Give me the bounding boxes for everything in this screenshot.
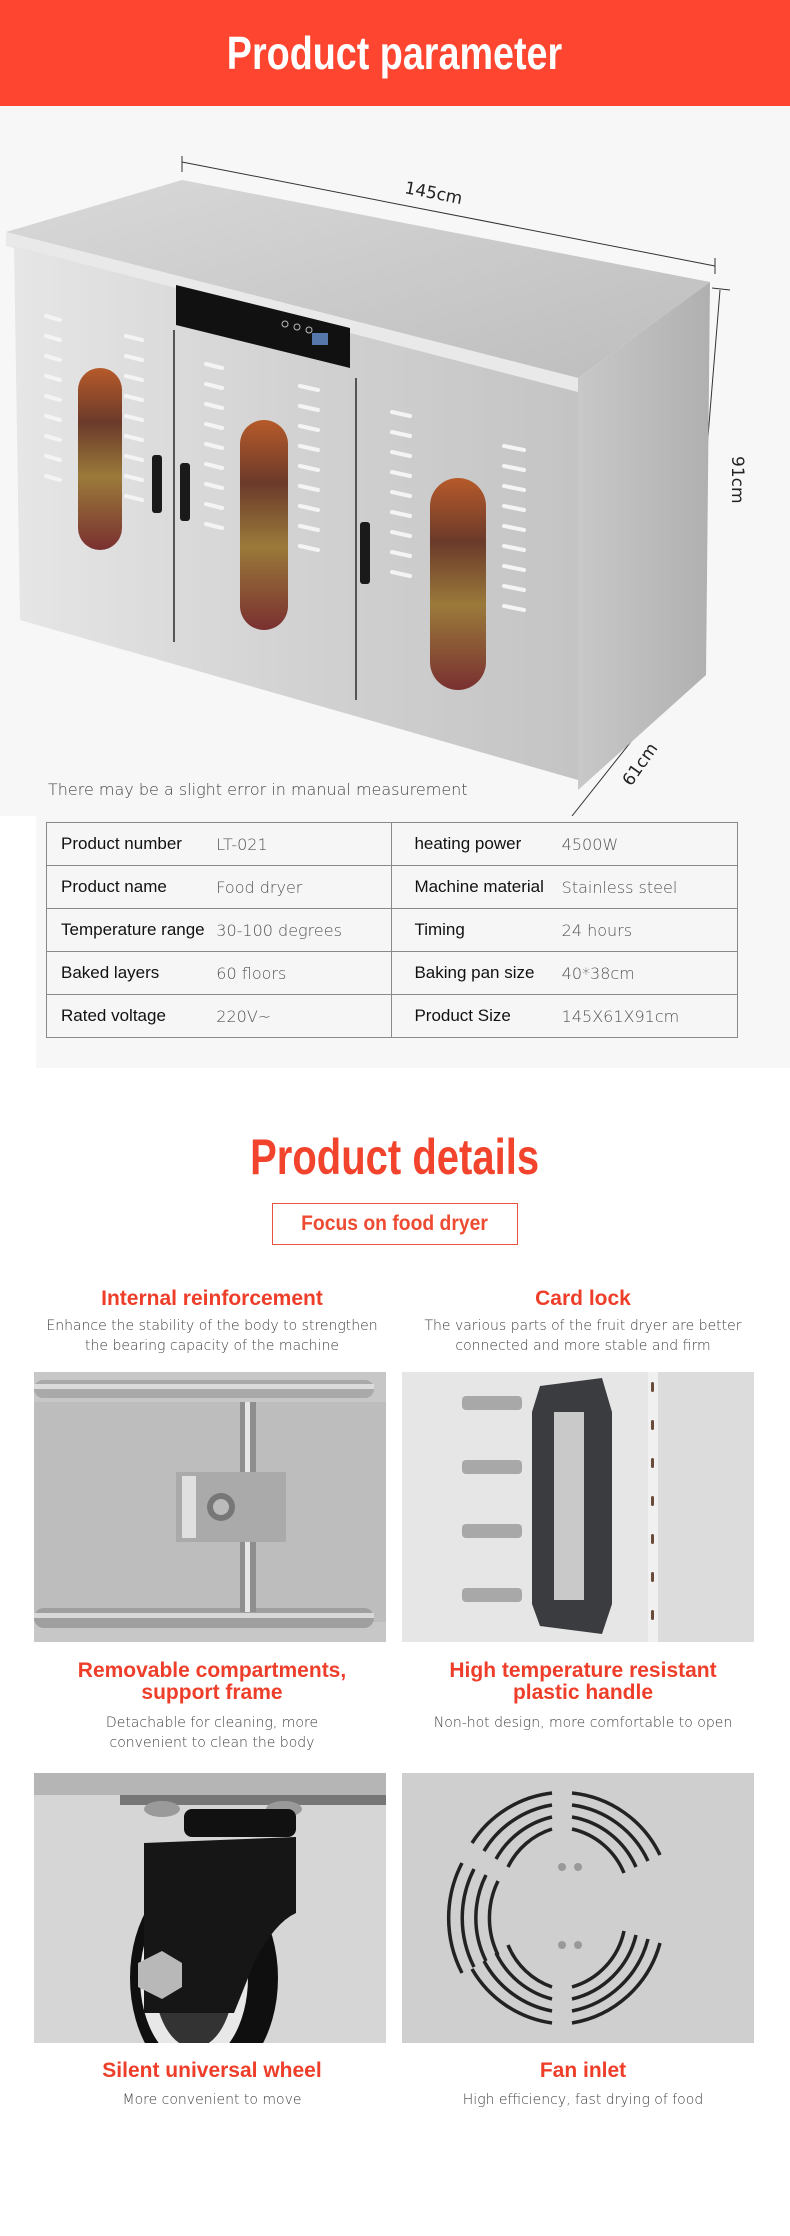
table-row (47, 823, 738, 866)
measurement-note: There may be a slight error in manual measurement (48, 780, 468, 799)
focus-subtitle: Focus on food dryer (301, 1212, 489, 1235)
header-banner (0, 0, 790, 106)
spec-label: Product name (47, 866, 217, 909)
table-row (47, 995, 738, 1038)
spec-value: 30-100 degrees (216, 909, 392, 952)
feature-title: Internal reinforcement (101, 1287, 323, 1310)
spec-label: Product number (47, 823, 217, 866)
spec-value: 60 floors (216, 952, 392, 995)
feature-desc: High efficiency, fast drying of food (462, 2092, 704, 2108)
table-row (47, 952, 738, 995)
svg-text:145cm: 145cm (402, 178, 465, 210)
spec-label: Product Size (392, 995, 562, 1038)
spec-value: 40*38cm (562, 952, 738, 995)
svg-text:61cm: 61cm (618, 739, 663, 790)
spec-label: heating power (392, 823, 562, 866)
feature-title: High temperature resistant plastic handle (449, 1659, 717, 1704)
feature-desc: Enhance the stability of the body to strengthen the bearing capacity of the machine (46, 1318, 378, 1354)
card-lock-handle-photo (402, 1372, 754, 1642)
spec-label: Machine material (392, 866, 562, 909)
spec-value: 145X61X91cm (562, 995, 738, 1038)
fan-inlet-photo (402, 1773, 754, 2043)
feature-desc: Detachable for cleaning, more convenient to clean the body (105, 1715, 319, 1751)
spec-label: Rated voltage (47, 995, 217, 1038)
feature-desc: Non-hot design, more comfortable to open (433, 1715, 733, 1731)
spec-value: Stainless steel (562, 866, 738, 909)
spec-table (46, 822, 738, 1038)
details-title: Product details (250, 1129, 540, 1185)
spec-value: 4500W (562, 823, 738, 866)
spec-value: 24 hours (562, 909, 738, 952)
product-hero-image (0, 106, 790, 816)
spec-label: Temperature range (47, 909, 217, 952)
spec-value: LT-021 (216, 823, 392, 866)
caster-wheel-photo (34, 1773, 386, 2043)
feature-desc: More convenient to move (122, 2092, 302, 2108)
svg-text:91cm: 91cm (727, 456, 747, 504)
spec-label: Baking pan size (392, 952, 562, 995)
feature-title: Removable compartments, support frame (77, 1659, 347, 1704)
focus-subtitle-box (272, 1203, 518, 1245)
page-title: Product parameter (227, 27, 563, 79)
food-dryer-illustration (0, 106, 790, 816)
feature-desc: The various parts of the fruit dryer are better connected and more stable and firm (424, 1318, 742, 1354)
spec-label: Timing (392, 909, 562, 952)
spec-label: Baked layers (47, 952, 217, 995)
table-row (47, 909, 738, 952)
internal-reinforcement-photo (34, 1372, 386, 1642)
table-row (47, 866, 738, 909)
feature-title: Silent universal wheel (102, 2059, 322, 2082)
spec-value: Food dryer (216, 866, 392, 909)
feature-title: Fan inlet (539, 2059, 627, 2082)
spec-value: 220V~ (216, 995, 392, 1038)
feature-title: Card lock (535, 1287, 631, 1310)
